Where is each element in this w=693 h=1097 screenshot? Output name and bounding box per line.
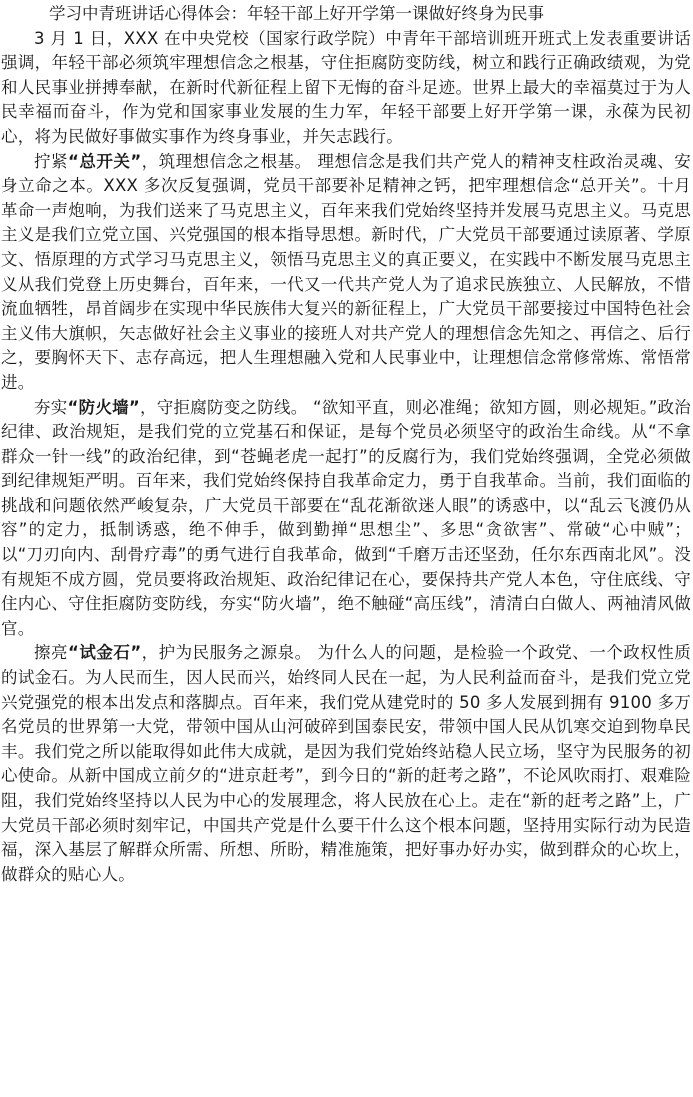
section-ideals-lead-pre: 拧紧: [34, 151, 68, 171]
section-touchstone-lead-pre: 擦亮: [34, 643, 68, 663]
section-touchstone-body: 为什么人的问题，是检验一个政党、一个政权性质的试金石。为人民而生，因人民而兴，始终同人民在一起，为人民利益而奋斗，是我们党立党兴党强党的根本出发点和落脚点。百年来，我们党从建党时的 50 多人发展到拥有 9100 多万名党员的世界第一大党，带领中国从山河破碎到国泰民安，带领中国人民从饥寒交迫到物阜民丰。我们党之所以能取得如此伟大成就，是因为我们党始终站稳人民立场，坚守为民服务的初心使命。从新中国成立前夕的“进京赶考”，到今日的“新的赶考之路”，不论风吹雨打、艰难险阻，我们党始终坚持以人民为中心的发展理念，将人民放在心上。走在“新的赶考之路”上，广大党员干部必须时刻牢记，中国共产党是什么要干什么这个根本问题，坚持用实际行动为民造福，深入基层了解群众所需、所想、所盼，精准施策，把好事办好办实，做到群众的心坎上，做群众的贴心人。: [1, 643, 692, 884]
section-firewall-body: “欲知平直，则必准绳；欲知方圆，则必规矩。”政治纪律、政治规矩，是我们党的立党基石和保证，是每个党员必须坚守的政治生命线。从“不拿群众一针一线”的政治纪律，到“苍蝇老虎一起打”的反腐行为，我们党始终强调，全党必须做到纪律规矩严明。百年来，我们党始终保持自我革命定力，勇于自我革命。当前，我们面临的挑战和问题依然严峻复杂，广大党员干部要在“乱花渐欲迷人眼”的诱惑中，以“乱云飞渡仍从容”的定力，抵制诱惑，绝不伸手，做到勤掸“思想尘”、多思“贪欲害”、常破“心中贼”；以“刀刃向内、刮骨疗毒”的勇气进行自我革命，做到“千磨万击还坚劲，任尔东西南北风”。没有规矩不成方圆，党员要将政治规矩、政治纪律记在心，要保持共产党人本色，守住底线、守住内心、守住拒腐防变防线，夯实“防火墙”，绝不触碰“高压线”，清清白白做人、两袖清风做官。: [1, 397, 691, 638]
section-touchstone-lead: [34, 643, 312, 662]
section-touchstone-lead-post: ，护为民服务之源泉。: [141, 643, 312, 663]
section-touchstone-paragraph: [1, 641, 691, 887]
section-firewall-paragraph: [1, 396, 691, 642]
section-ideals-paragraph: [1, 150, 691, 396]
section-touchstone-lead-key: “试金石”: [68, 643, 142, 663]
intro-paragraph: 3 月 1 日，XXX 在中央党校（国家行政学院）中青年干部培训班开班式上发表重要讲话强调，年轻干部必须筑牢理想信念之根基，守住拒腐防变防线，树立和践行正确政绩观，为党和人民事业拼搏奉献，在新时代新征程上留下无悔的奋斗足迹。世界上最大的幸福莫过于为人民幸福而奋斗，作为党和国家事业发展的生力军，年轻干部要上好开学第一课，永葆为民初心，将为民做好事做实事作为终身事业，并矢志践行。: [1, 28, 691, 146]
section-firewall-lead-post: ，守拒腐防变之防线。: [139, 397, 308, 417]
section-ideals-lead: [34, 152, 312, 171]
section-ideals-body: 理想信念是我们共产党人的精神支柱政治灵魂、安身立命之本。XXX 多次反复强调，党员干部要补足精神之钙，把牢理想信念“总开关”。十月革命一声炮响，为我们送来了马克思主义，百年来我们党始终坚持并发展马克思主义。马克思主义是我们立党立国、兴党强国的根本指导思想。新时代，广大党员干部要通过读原著、学原文、悟原理的方式学习马克思主义，领悟马克思主义的真正要义，在实践中不断发展马克思主义从我们党登上历史舞台，百年来，一代又一代共产党人为了追求民族独立、人民解放，不惜流血牺牲，昂首阔步在实现中华民族伟大复兴的新征程上，广大党员干部要接过中国特色社会主义伟大旗帜，矢志做好社会主义事业的接班人对共产党人的理想信念先知之、再信之、后行之，要胸怀天下、志存高远，把人生理想融入党和人民事业中，让理想信念常修常炼、常悟常进。: [1, 151, 692, 392]
section-firewall-lead: [34, 398, 308, 417]
section-firewall-lead-pre: 夯实: [34, 397, 68, 417]
article-title: 学习中青班讲话心得体会：年轻干部上好开学第一课做好终身为民事: [49, 4, 544, 23]
section-ideals-lead-post: ，筑理想信念之根基。: [141, 151, 312, 171]
section-ideals-lead-key: “总开关”: [68, 151, 142, 171]
section-firewall-lead-key: “防火墙”: [67, 397, 140, 417]
